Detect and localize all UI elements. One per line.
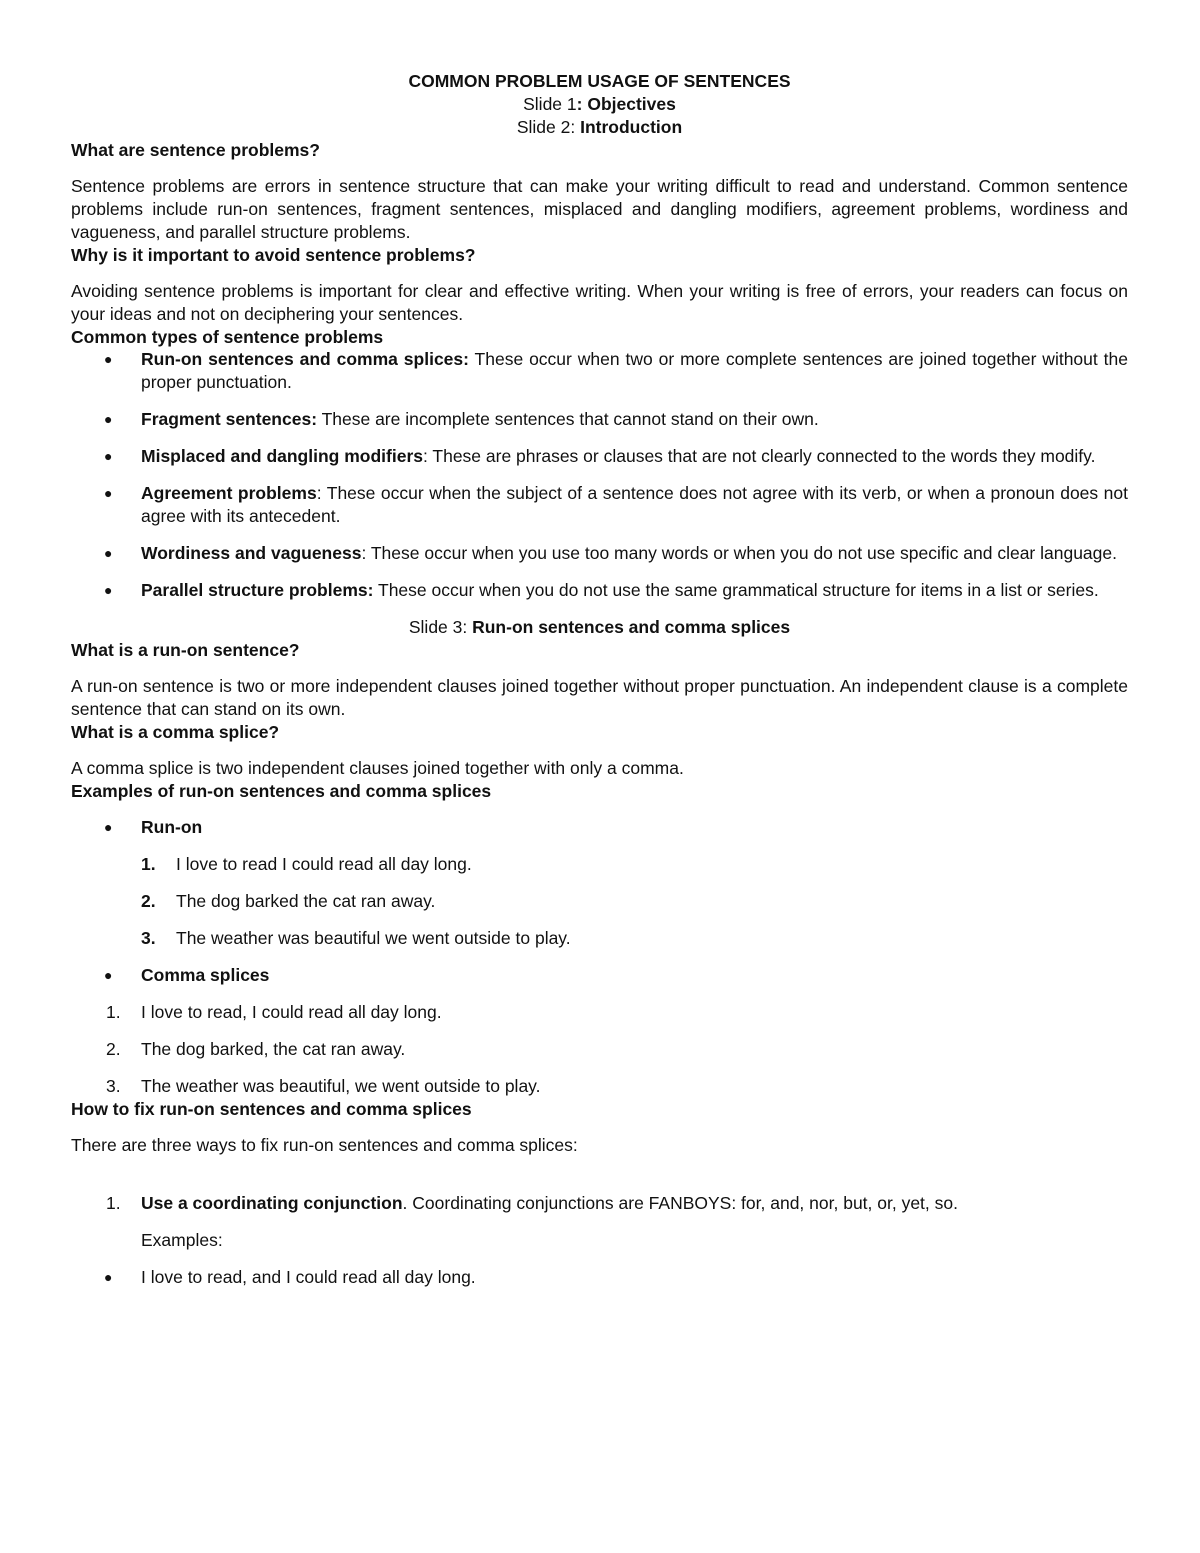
list-item [71,408,1128,431]
question-what-is-comma-splice: What is a comma splice? [71,722,280,742]
list-item [71,927,1128,950]
type-description: These occur when you do not use the same grammatical structure for items in a list or series. [373,580,1099,600]
item-number: 1. [141,854,156,874]
fix-description: . Coordinating conjunctions are FANBOYS: for, and, nor, but, or, yet, so. [402,1193,958,1213]
item-text: The dog barked the cat ran away. [176,891,436,911]
slide-1-label: : Objectives [576,94,676,114]
examples-label: Examples: [141,1230,223,1250]
type-term: Wordiness and vagueness [141,543,362,563]
slide-1-heading [71,93,1128,116]
item-number: 3. [106,1076,121,1096]
list-item [71,482,1128,528]
common-types-list [71,348,1128,602]
type-description: : These occur when you use too many words or when you do not use specific and clear language. [361,543,1117,563]
type-description: These are incomplete sentences that cannot stand on their own. [317,409,819,429]
list-item [71,1038,1128,1061]
type-description: : These occur when the subject of a sentence does not agree with its verb, or when a pronoun does not agree with its antecedent. [141,483,1129,526]
list-item [71,890,1128,913]
slide-2-label: Introduction [580,117,683,137]
document-title: COMMON PROBLEM USAGE OF SENTENCES [408,71,791,91]
slide-1-prefix: Slide 1 [523,94,577,114]
type-term: Misplaced and dangling modifiers [141,446,423,466]
type-term: Parallel structure problems: [141,580,374,600]
run-on-label: ● Run-on [71,816,1128,839]
paragraph-comma-splice-definition: A comma splice is two independent clauses joined together with only a comma. [71,758,684,778]
fix-term: Use a coordinating conjunction [141,1193,403,1213]
list-item [71,445,1128,468]
type-description: These occur when two or more complete sentences are joined together without the proper punctuation. [141,349,1128,392]
slide-3-label: Run-on sentences and comma splices [472,617,791,637]
item-number: 1. [106,1193,121,1213]
type-term: Agreement problems [141,483,317,503]
item-number: 2. [141,891,156,911]
document-header [71,70,1128,139]
type-description: : These are phrases or clauses that are not clearly connected to the words they modify. [422,446,1096,466]
list-item [71,1192,1128,1215]
question-what-are-sentence-problems: What are sentence problems? [71,140,320,160]
item-text: The weather was beautiful, we went outside to play. [141,1076,541,1096]
list-item [71,1075,1128,1098]
paragraph-why-avoid: Avoiding sentence problems is important for clear and effective writing. When your writing is free of errors, your readers can focus on your ideas and not on deciphering your sentences. [71,281,1128,324]
item-text: The weather was beautiful we went outside to play. [176,928,571,948]
list-item [71,542,1128,565]
type-term: Fragment sentences: [141,409,318,429]
list-item [71,579,1128,602]
document-page [71,70,1128,1289]
fix-example: ● I love to read, and I could read all day long. [71,1266,1128,1289]
slide-3-heading [71,616,1128,639]
heading-how-to-fix: How to fix run-on sentences and comma splices [71,1099,472,1119]
paragraph-three-ways: There are three ways to fix run-on sentences and comma splices: [71,1135,578,1155]
item-text: I love to read I could read all day long. [176,854,472,874]
item-number: 1. [106,1002,121,1022]
slide-2-prefix: Slide 2: [516,117,581,137]
comma-splices-label: ● Comma splices [71,964,1128,987]
item-text: The dog barked, the cat ran away. [141,1039,406,1059]
list-item [71,853,1128,876]
item-text: I love to read, I could read all day long. [141,1002,442,1022]
paragraph-run-on-definition: A run-on sentence is two or more independent clauses joined together without proper punctuation. An independent clause is a complete sentence that can stand on its own. [71,676,1128,719]
heading-common-types: Common types of sentence problems [71,327,384,347]
list-item [71,1001,1128,1024]
question-what-is-run-on: What is a run-on sentence? [71,640,300,660]
heading-examples: Examples of run-on sentences and comma splices [71,781,492,801]
item-number: 2. [106,1039,121,1059]
list-item [71,348,1128,394]
item-number: 3. [141,928,156,948]
question-why-avoid: Why is it important to avoid sentence problems? [71,245,476,265]
type-term: Run-on sentences and comma splices: [141,349,469,369]
slide-2-heading [71,116,1128,139]
paragraph-sentence-problems-definition: Sentence problems are errors in sentence structure that can make your writing difficult to read and understand. Common sentence problems include run-on sentences, fragment sentences, misplaced and dangling modifiers, agreement problems, wordiness and vagueness, and parallel structure problems. [71,176,1128,242]
slide-3-prefix: Slide 3: [408,617,473,637]
